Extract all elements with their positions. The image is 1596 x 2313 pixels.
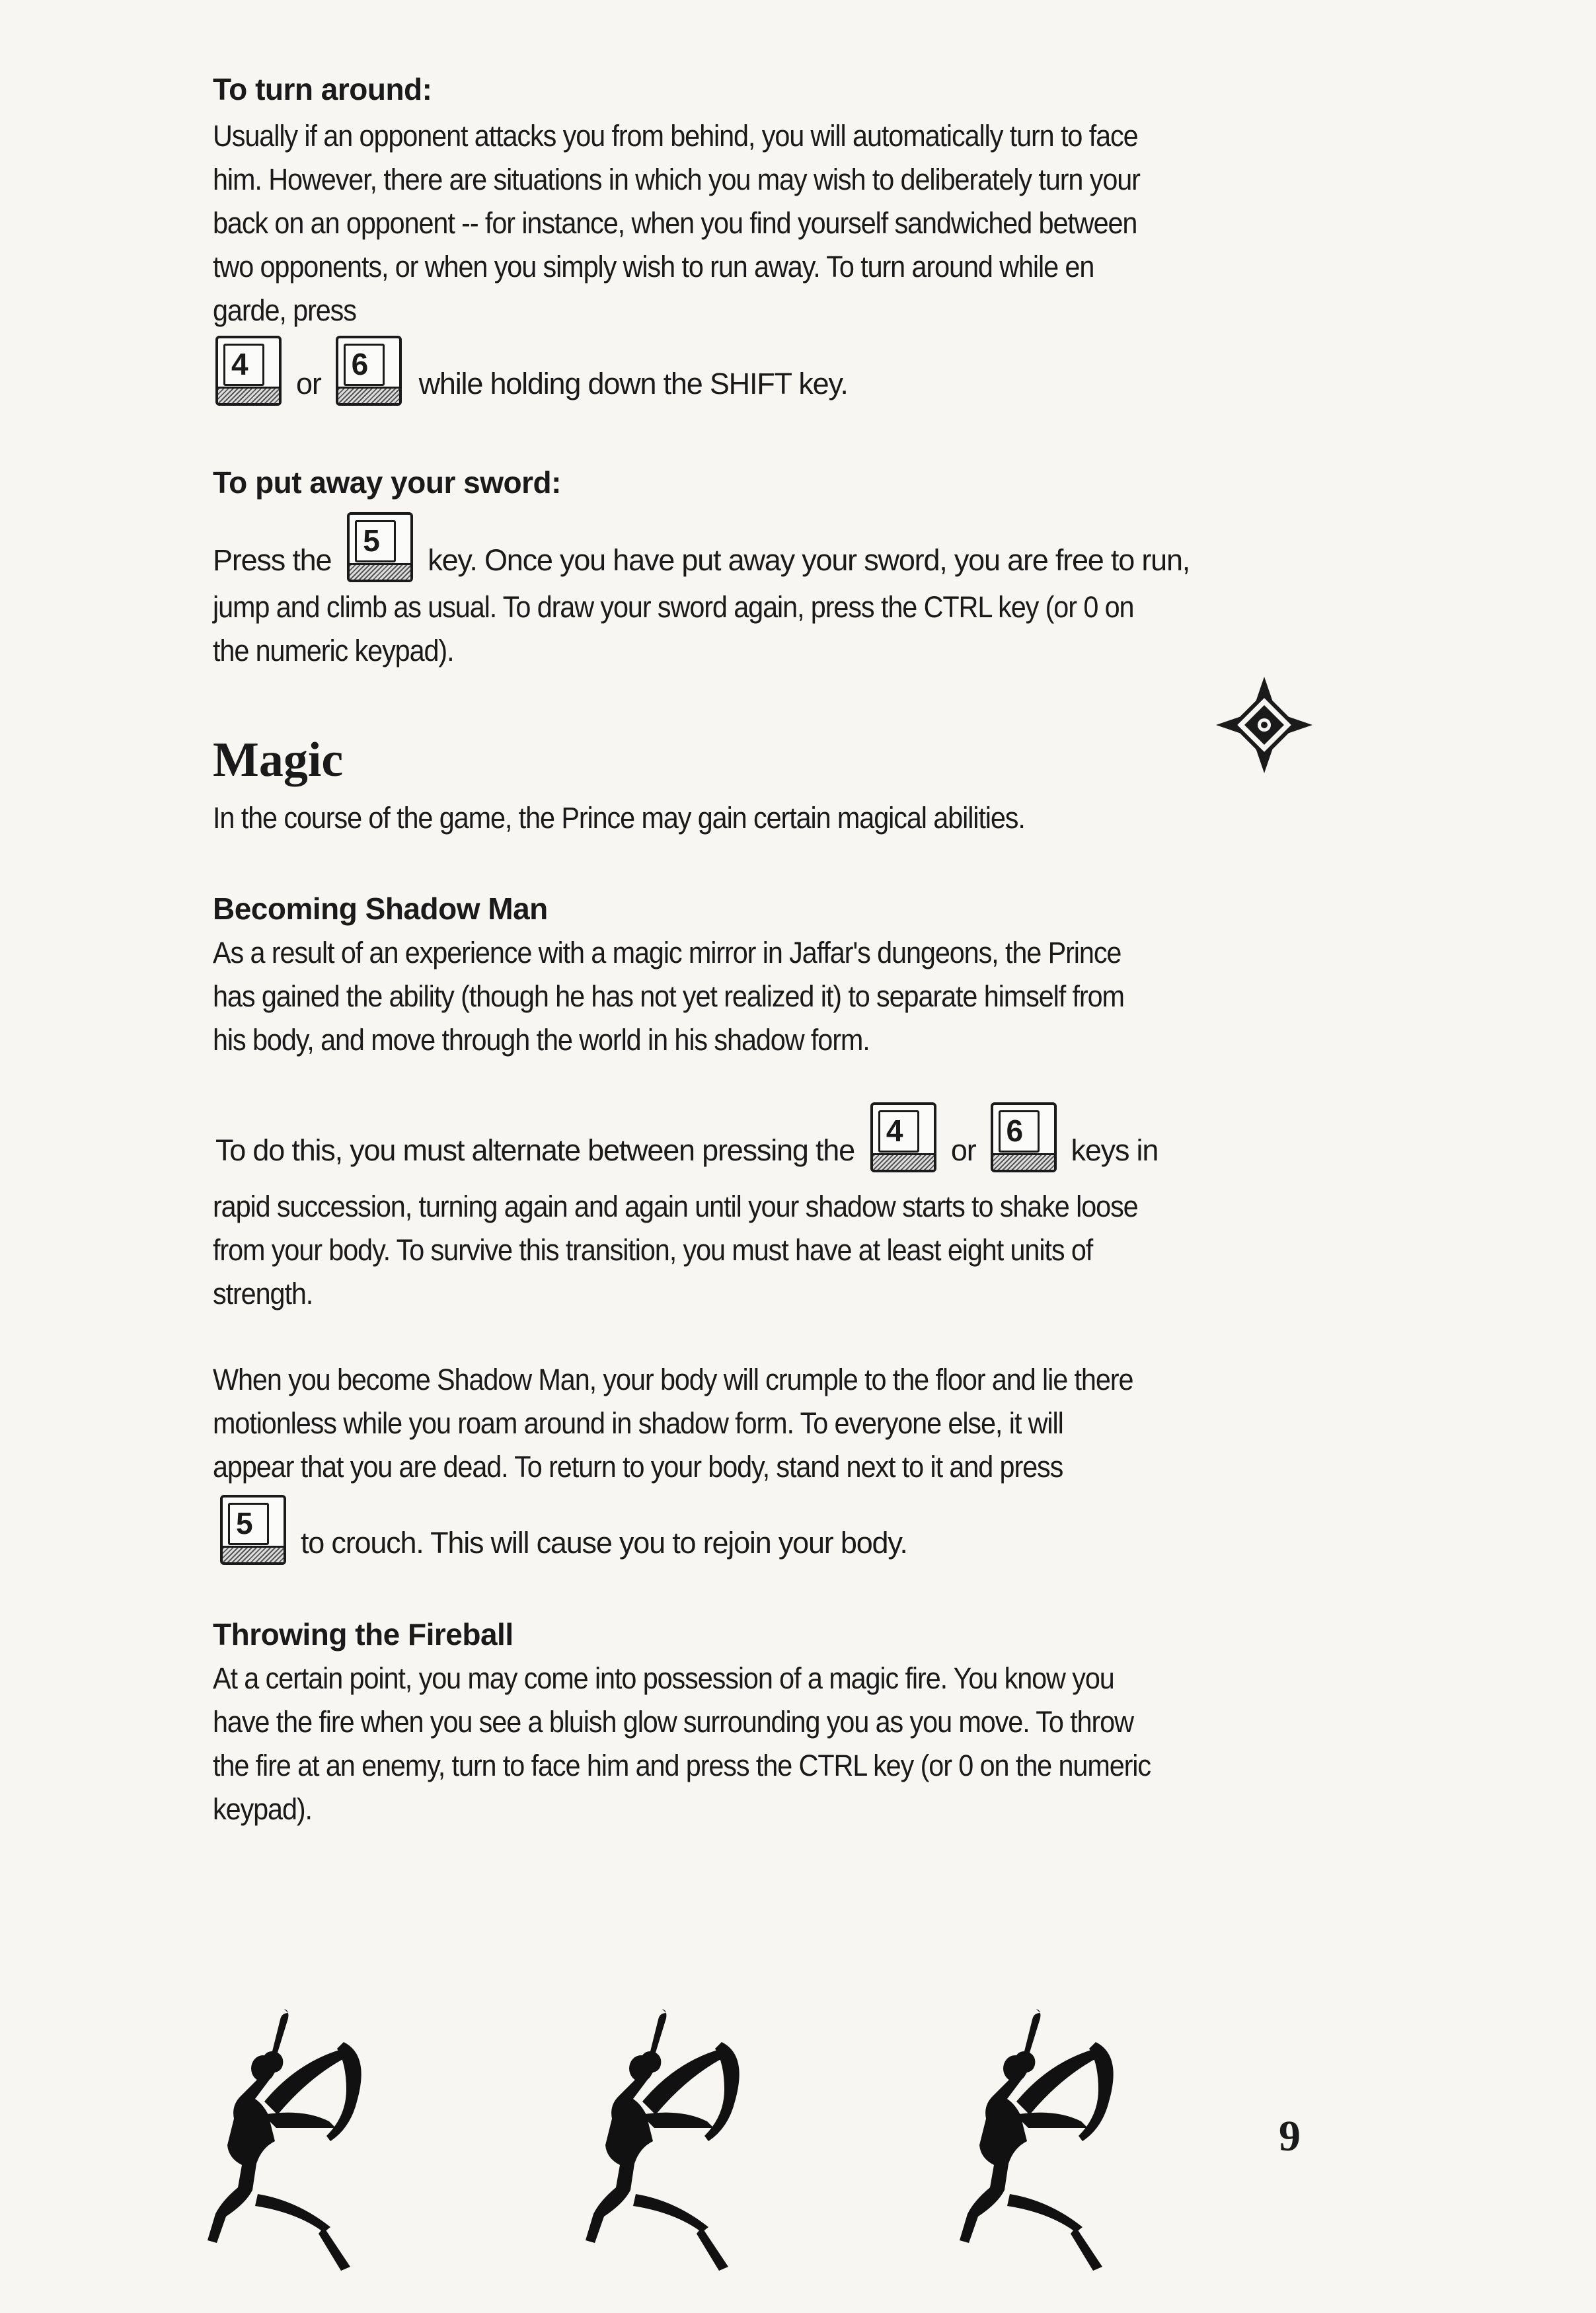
text-line: his body, and move through the world in his shadow form. <box>213 1023 870 1057</box>
turn-around-section <box>213 69 1323 332</box>
text-line: At a certain point, you may come into possession of a magic fire. You know you <box>213 1661 1114 1695</box>
key-5-icon: 5 <box>220 1495 286 1565</box>
text-line: the fire at an enemy, turn to face him and press the CTRL key (or 0 on the numeric <box>213 1749 1151 1782</box>
text-line: have the fire when you see a bluish glow surrounding you as you move. To throw <box>213 1705 1133 1739</box>
turn-around-heading: To turn around: <box>213 72 432 106</box>
fireball-paragraph <box>213 1657 1326 1831</box>
or-text: or <box>296 367 321 400</box>
text-line: garde, press <box>213 293 356 327</box>
fireball-heading: Throwing the Fireball <box>213 1617 513 1651</box>
text-line: back on an opponent -- for instance, when you find yourself sandwiched between <box>213 206 1137 240</box>
put-away-paragraph <box>213 586 1323 673</box>
text-line: keypad). <box>213 1792 312 1826</box>
text-line: two opponents, or when you simply wish to run away. To turn around while en <box>213 250 1094 284</box>
press-text: Press the <box>213 543 332 577</box>
text-line: Usually if an opponent attacks you from behind, you will automatically turn to face <box>213 119 1138 153</box>
put-away-section <box>213 463 1323 502</box>
prince-silhouette-icon <box>563 2002 761 2306</box>
key-6-icon: 6 <box>991 1102 1057 1172</box>
shift-instruction: while holding down the SHIFT key. <box>418 367 848 400</box>
shadow-man-heading: Becoming Shadow Man <box>213 891 548 926</box>
key-5-icon: 5 <box>347 512 413 582</box>
put-away-heading: To put away your sword: <box>213 465 561 500</box>
prince-silhouette-icon <box>185 2002 383 2306</box>
text-line: rapid succession, turning again and again until your shadow starts to shake loose <box>213 1190 1138 1223</box>
key-6-icon: 6 <box>336 336 402 406</box>
or-text: or <box>950 1133 976 1167</box>
text-line: has gained the ability (though he has not yet realized it) to separate himself from <box>213 979 1124 1013</box>
key-4-icon: 4 <box>870 1102 936 1172</box>
put-away-line-tail: key. Once you have put away your sword, you are free to run, <box>428 543 1190 577</box>
magic-title: Magic <box>213 733 344 787</box>
text-line: In the course of the game, the Prince may gain certain magical abilities. <box>213 801 1025 835</box>
text-line: him. However, there are situations in which you may wish to deliberately turn your <box>213 163 1140 196</box>
shadow-man-section <box>213 889 1323 1062</box>
text-line: motionless while you roam around in shadow form. To everyone else, it will <box>213 1406 1063 1440</box>
shadow-man-paragraph-3 <box>213 1358 1323 1489</box>
compass-star-icon <box>1215 675 1314 775</box>
crouch-text: to crouch. This will cause you to rejoin your body. <box>301 1526 907 1560</box>
key-4-icon: 4 <box>215 336 282 406</box>
text-line: When you become Shadow Man, your body will crumple to the floor and lie there <box>213 1363 1133 1396</box>
put-away-key-line <box>213 512 1190 582</box>
shadow-man-paragraph <box>213 931 1326 1062</box>
keys-in-text: keys in <box>1071 1133 1159 1167</box>
prince-silhouette-icon <box>937 2002 1135 2306</box>
turn-around-keys <box>215 336 862 406</box>
text-line: As a result of an experience with a magic mirror in Jaffar's dungeons, the Prince <box>213 936 1121 969</box>
text-line: jump and climb as usual. To draw your sword again, press the CTRL key (or 0 on <box>213 590 1134 624</box>
text-line: strength. <box>213 1277 313 1310</box>
page-number: 9 <box>1279 2112 1301 2160</box>
alternate-text: To do this, you must alternate between pressing the <box>215 1133 855 1167</box>
magic-intro <box>213 796 1323 840</box>
shadow-man-paragraph-2 <box>213 1185 1323 1316</box>
text-line: the numeric keypad). <box>213 634 454 667</box>
crouch-key-line <box>220 1495 907 1565</box>
turn-around-paragraph <box>213 114 1326 332</box>
text-line: from your body. To survive this transition, you must have at least eight units of <box>213 1233 1093 1267</box>
fireball-section <box>213 1614 1323 1831</box>
text-line: appear that you are dead. To return to your body, stand next to it and press <box>213 1450 1063 1484</box>
shadow-man-key-line <box>215 1102 1158 1172</box>
